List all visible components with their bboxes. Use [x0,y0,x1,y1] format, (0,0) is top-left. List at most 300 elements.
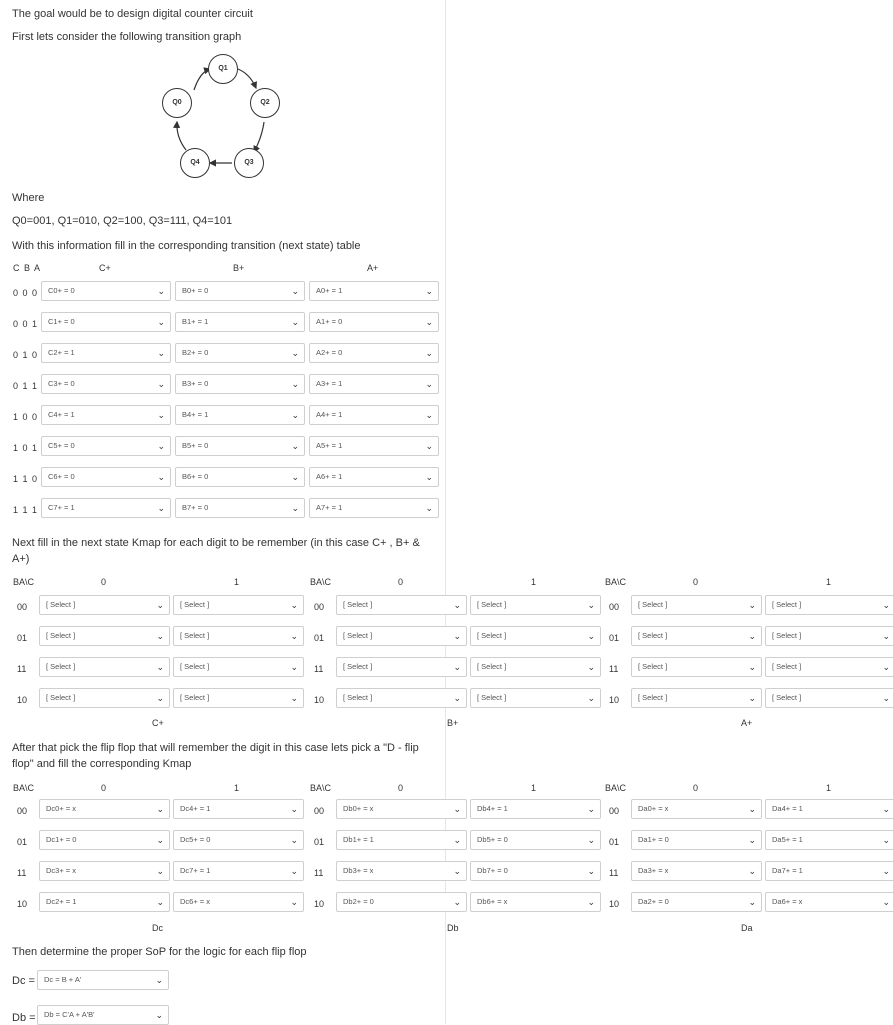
db-kmap-select-value: Db2+ = 0 [343,897,374,906]
chevron-down-icon: ⌄ [156,835,164,845]
chevron-down-icon: ⌄ [290,804,298,814]
kmap-cell-select-value: [ Select ] [772,600,802,609]
kmap-instruction: Next fill in the next state Kmap for each digit to be remember (in this case C+ , B+ & A+) [12,537,420,565]
da-caption: Da [741,923,753,933]
chevron-down-icon: ⌄ [425,441,433,451]
chevron-down-icon: ⌄ [291,410,299,420]
a-next-select-value: A0+ = 1 [316,286,343,295]
chevron-down-icon: ⌄ [290,600,298,610]
chevron-down-icon: ⌄ [157,317,165,327]
b-next-select[interactable] [175,467,305,487]
db-sop-value: Db = C'A + A'B' [44,1010,95,1019]
kmap-row-label: 01 [314,633,325,643]
chevron-down-icon: ⌄ [157,503,165,513]
kmap-col-1: 1 [826,783,832,793]
da-kmap-select[interactable] [631,830,762,850]
graph-node-q4: Q4 [180,148,210,178]
kmap-cell-select-value: [ Select ] [180,631,210,640]
b-next-select[interactable] [175,312,305,332]
kmap-row-label: 00 [314,806,325,816]
b-next-select-value: B5+ = 0 [182,441,209,450]
chevron-down-icon: ⌄ [290,693,298,703]
intro-text: The goal would be to design digital counter circuit [12,8,253,20]
header-cba: C B A [13,263,42,273]
db-kmap-select-value: Db3+ = x [343,866,374,875]
c-next-select[interactable] [41,436,171,456]
kmap-row-label: 01 [609,633,620,643]
db-kmap-select-value: Db7+ = 0 [477,866,508,875]
chevron-down-icon: ⌄ [453,804,461,814]
chevron-down-icon: ⌄ [425,410,433,420]
kmap-cell-select[interactable] [470,657,601,677]
edge-q2-q3 [254,122,264,152]
kmap-cell-select[interactable] [173,595,304,615]
chevron-down-icon: ⌄ [453,631,461,641]
kmap-row-label: 11 [17,868,27,878]
a-next-select-value: A3+ = 1 [316,379,343,388]
kmap-row-label: 10 [314,899,325,909]
chevron-down-icon: ⌄ [587,662,595,672]
da-kmap-select-value: Da6+ = x [772,897,803,906]
kmap-cell-select[interactable] [631,688,762,708]
db-kmap-select[interactable] [336,861,467,881]
dc-kmap-select-value: Dc1+ = 0 [46,835,77,844]
kmap-row-label: 11 [609,868,619,878]
dc-kmap-select-value: Dc3+ = x [46,866,77,875]
chevron-down-icon: ⌄ [290,897,298,907]
a-next-select-value: A1+ = 0 [316,317,343,326]
kmap-row-label: 01 [17,837,28,847]
chevron-down-icon: ⌄ [156,662,164,672]
kmap-cell-select-value: [ Select ] [46,600,76,609]
db-kmap-select-value: Db5+ = 0 [477,835,508,844]
a-next-select-value: A5+ = 1 [316,441,343,450]
dc-label: Dc = [12,975,35,987]
dc-kmap-select[interactable] [173,799,304,819]
kmap-cell-select[interactable] [336,657,467,677]
dc-sop-value: Dc = B + A' [44,975,82,984]
kmap-col-1: 1 [234,783,240,793]
kmap-cell-select[interactable] [336,688,467,708]
dc-kmap-select-value: Dc7+ = 1 [180,866,211,875]
chevron-down-icon: ⌄ [882,662,890,672]
b-next-select-value: B3+ = 0 [182,379,209,388]
chevron-down-icon: ⌄ [587,804,595,814]
kmap-row-label: 10 [17,899,28,909]
kmap-cell-select-value: [ Select ] [343,600,373,609]
chevron-down-icon: ⌄ [290,631,298,641]
kmap-row-label: 01 [314,837,325,847]
kmap-row-label: 11 [314,664,324,674]
kmap-cell-select[interactable] [470,595,601,615]
db-kmap-select[interactable] [470,799,601,819]
chevron-down-icon: ⌄ [425,379,433,389]
da-kmap-select[interactable] [765,830,893,850]
db-kmap-select-value: Db6+ = x [477,897,508,906]
chevron-down-icon: ⌄ [748,662,756,672]
b-next-select[interactable] [175,281,305,301]
kmap-cell-select-value: [ Select ] [180,600,210,609]
kmap-cell-select-value: [ Select ] [638,631,668,640]
state-encoding: Q0=001, Q1=010, Q2=100, Q3=111, Q4=101 [12,215,233,227]
c-next-select-value: C2+ = 1 [48,348,75,357]
chevron-down-icon: ⌄ [155,1010,163,1020]
kmap-corner: BA\C [605,577,627,587]
kmap-cell-select[interactable] [470,626,601,646]
a-next-select[interactable] [309,281,439,301]
kmap-row-label: 11 [314,868,324,878]
kmap-caption: A+ [741,718,753,728]
chevron-down-icon: ⌄ [425,317,433,327]
c-next-select[interactable] [41,343,171,363]
kmap-cell-select[interactable] [173,626,304,646]
chevron-down-icon: ⌄ [453,897,461,907]
kmap-row-label: 11 [17,664,27,674]
kmap-row-label: 01 [609,837,620,847]
dc-kmap-select[interactable] [173,861,304,881]
kmap-col-1: 1 [531,577,537,587]
kmap-cell-select[interactable] [765,657,893,677]
chevron-down-icon: ⌄ [291,441,299,451]
kmap-col-0: 0 [101,577,107,587]
dc-kmap-select[interactable] [173,830,304,850]
table-instruction: With this information fill in the corresponding transition (next state) table [12,240,361,252]
intro-text-2: First lets consider the following transition graph [12,31,242,43]
chevron-down-icon: ⌄ [748,866,756,876]
row-code: 0 1 1 [13,381,39,391]
da-kmap-select-value: Da1+ = 0 [638,835,669,844]
kmap-col-0: 0 [398,577,404,587]
kmap-cell-select-value: [ Select ] [638,600,668,609]
c-next-select[interactable] [41,405,171,425]
kmap-corner: BA\C [310,577,332,587]
dc-kmap-select[interactable] [39,799,170,819]
db-kmap-select[interactable] [470,892,601,912]
b-next-select-value: B2+ = 0 [182,348,209,357]
chevron-down-icon: ⌄ [291,379,299,389]
da-kmap-select-value: Da3+ = x [638,866,669,875]
kmap-cell-select-value: [ Select ] [638,693,668,702]
kmap-corner: BA\C [13,577,35,587]
db-kmap-select[interactable] [470,830,601,850]
chevron-down-icon: ⌄ [156,804,164,814]
db-kmap-select-value: Db0+ = x [343,804,374,813]
db-kmap-select-value: Db4+ = 1 [477,804,508,813]
chevron-down-icon: ⌄ [453,693,461,703]
chevron-down-icon: ⌄ [291,317,299,327]
kmap-row-label: 01 [17,633,28,643]
kmap-cell-select[interactable] [336,626,467,646]
c-next-select[interactable] [41,374,171,394]
kmap-col-0: 0 [693,783,699,793]
edge-q1-q2 [238,69,256,88]
kmap-cell-select[interactable] [765,688,893,708]
dc-kmap-select-value: Dc6+ = x [180,897,211,906]
chevron-down-icon: ⌄ [587,600,595,610]
c-next-select-value: C4+ = 1 [48,410,75,419]
chevron-down-icon: ⌄ [587,866,595,876]
chevron-down-icon: ⌄ [882,804,890,814]
c-next-select[interactable] [41,312,171,332]
da-kmap-select-value: Da0+ = x [638,804,669,813]
kmap-cell-select-value: [ Select ] [477,662,507,671]
kmap-cell-select-value: [ Select ] [46,662,76,671]
kmap-row-label: 10 [17,695,28,705]
da-kmap-select[interactable] [765,892,893,912]
da-kmap-select-value: Da4+ = 1 [772,804,803,813]
kmap-cell-select-value: [ Select ] [46,631,76,640]
dc-kmap-select[interactable] [173,892,304,912]
dc-kmap-select[interactable] [39,861,170,881]
row-code: 0 0 1 [13,319,39,329]
kmap-cell-select-value: [ Select ] [477,693,507,702]
da-kmap-select-value: Da7+ = 1 [772,866,803,875]
b-next-select[interactable] [175,498,305,518]
chevron-down-icon: ⌄ [882,897,890,907]
c-next-select-value: C0+ = 0 [48,286,75,295]
dc-kmap-select-value: Dc0+ = x [46,804,77,813]
a-next-select[interactable] [309,405,439,425]
kmap-cell-select[interactable] [39,657,170,677]
chevron-down-icon: ⌄ [882,866,890,876]
chevron-down-icon: ⌄ [156,693,164,703]
a-next-select[interactable] [309,467,439,487]
dc-caption: Dc [152,923,163,933]
dc-kmap-select-value: Dc2+ = 1 [46,897,77,906]
chevron-down-icon: ⌄ [157,472,165,482]
c-next-select[interactable] [41,467,171,487]
chevron-down-icon: ⌄ [156,600,164,610]
kmap-cell-select[interactable] [765,595,893,615]
c-next-select-value: C1+ = 0 [48,317,75,326]
sop-instruction: Then determine the proper SoP for the logic for each flip flop [12,946,307,958]
chevron-down-icon: ⌄ [291,348,299,358]
chevron-down-icon: ⌄ [453,600,461,610]
chevron-down-icon: ⌄ [587,631,595,641]
kmap-cell-select-value: [ Select ] [638,662,668,671]
header-c-plus: C+ [99,263,111,273]
chevron-down-icon: ⌄ [882,631,890,641]
chevron-down-icon: ⌄ [587,693,595,703]
db-sop-select[interactable] [37,1005,169,1025]
b-next-select-value: B4+ = 1 [182,410,209,419]
db-kmap-select[interactable] [470,861,601,881]
kmap-corner: BA\C [13,783,35,793]
kmap-cell-select[interactable] [631,657,762,677]
chevron-down-icon: ⌄ [882,835,890,845]
kmap-col-0: 0 [693,577,699,587]
kmap-col-1: 1 [826,577,832,587]
a-next-select[interactable] [309,374,439,394]
c-next-select[interactable] [41,498,171,518]
b-next-select-value: B0+ = 0 [182,286,209,295]
kmap-cell-select[interactable] [631,595,762,615]
kmap-cell-select[interactable] [39,595,170,615]
chevron-down-icon: ⌄ [425,348,433,358]
chevron-down-icon: ⌄ [156,897,164,907]
kmap-caption: C+ [152,718,164,728]
graph-node-q2: Q2 [250,88,280,118]
kmap-cell-select[interactable] [336,595,467,615]
a-next-select-value: A6+ = 1 [316,472,343,481]
chevron-down-icon: ⌄ [748,600,756,610]
kmap-cell-select[interactable] [765,626,893,646]
chevron-down-icon: ⌄ [291,472,299,482]
chevron-down-icon: ⌄ [155,975,163,985]
da-kmap-select[interactable] [631,861,762,881]
kmap-row-label: 00 [17,806,28,816]
db-caption: Db [447,923,459,933]
kmap-row-label: 10 [609,695,620,705]
kmap-cell-select[interactable] [39,688,170,708]
chevron-down-icon: ⌄ [882,693,890,703]
kmap-col-1: 1 [234,577,240,587]
flipflop-instruction: After that pick the flip flop that will remember the digit in this case lets pick a "D - flip flop" and fill the corresponding Kmap [12,742,419,770]
db-kmap-select[interactable] [336,830,467,850]
a-next-select-value: A2+ = 0 [316,348,343,357]
chevron-down-icon: ⌄ [453,662,461,672]
kmap-row-label: 00 [609,806,620,816]
c-next-select-value: C6+ = 0 [48,472,75,481]
kmap-cell-select[interactable] [631,626,762,646]
row-code: 1 1 0 [13,474,39,484]
db-label: Db = [12,1012,36,1024]
kmap-cell-select[interactable] [173,688,304,708]
chevron-down-icon: ⌄ [157,410,165,420]
header-a-plus: A+ [367,263,379,273]
kmap-row-label: 00 [609,602,620,612]
dc-sop-select[interactable] [37,970,169,990]
da-kmap-select-value: Da2+ = 0 [638,897,669,906]
kmap-cell-select-value: [ Select ] [477,631,507,640]
kmap-cell-select-value: [ Select ] [46,693,76,702]
kmap-cell-select[interactable] [173,657,304,677]
edge-q4-q0 [177,122,186,150]
a-next-select-value: A4+ = 1 [316,410,343,419]
kmap-row-label: 00 [314,602,325,612]
row-code: 1 0 0 [13,412,39,422]
db-kmap-select[interactable] [336,799,467,819]
b-next-select-value: B7+ = 0 [182,503,209,512]
chevron-down-icon: ⌄ [882,600,890,610]
db-kmap-select[interactable] [336,892,467,912]
dc-kmap-select-value: Dc5+ = 0 [180,835,211,844]
graph-node-q1: Q1 [208,54,238,84]
a-next-select[interactable] [309,312,439,332]
da-kmap-select[interactable] [765,799,893,819]
b-next-select[interactable] [175,405,305,425]
b-next-select[interactable] [175,436,305,456]
kmap-cell-select[interactable] [470,688,601,708]
chevron-down-icon: ⌄ [748,631,756,641]
chevron-down-icon: ⌄ [425,503,433,513]
da-kmap-select[interactable] [631,799,762,819]
chevron-down-icon: ⌄ [157,441,165,451]
chevron-down-icon: ⌄ [290,866,298,876]
c-next-select-value: C3+ = 0 [48,379,75,388]
kmap-cell-select-value: [ Select ] [772,693,802,702]
chevron-down-icon: ⌄ [748,804,756,814]
chevron-down-icon: ⌄ [291,503,299,513]
kmap-caption: B+ [447,718,459,728]
kmap-cell-select-value: [ Select ] [343,662,373,671]
db-kmap-select-value: Db1+ = 1 [343,835,374,844]
kmap-cell-select-value: [ Select ] [180,662,210,671]
kmap-row-label: 00 [17,602,28,612]
dc-kmap-select-value: Dc4+ = 1 [180,804,211,813]
chevron-down-icon: ⌄ [748,693,756,703]
kmap-col-1: 1 [531,783,537,793]
chevron-down-icon: ⌄ [587,835,595,845]
dc-kmap-select[interactable] [39,892,170,912]
b-next-select[interactable] [175,374,305,394]
row-code: 0 1 0 [13,350,39,360]
kmap-cell-select[interactable] [39,626,170,646]
chevron-down-icon: ⌄ [453,866,461,876]
kmap-col-0: 0 [398,783,404,793]
chevron-down-icon: ⌄ [748,897,756,907]
c-next-select[interactable] [41,281,171,301]
kmap-cell-select-value: [ Select ] [477,600,507,609]
dc-kmap-select[interactable] [39,830,170,850]
c-next-select-value: C7+ = 1 [48,503,75,512]
kmap-cell-select-value: [ Select ] [772,631,802,640]
a-next-select[interactable] [309,498,439,518]
b-next-select-value: B6+ = 0 [182,472,209,481]
chevron-down-icon: ⌄ [453,835,461,845]
kmap-row-label: 11 [609,664,619,674]
kmap-cell-select-value: [ Select ] [180,693,210,702]
c-next-select-value: C5+ = 0 [48,441,75,450]
kmap-cell-select-value: [ Select ] [772,662,802,671]
chevron-down-icon: ⌄ [290,835,298,845]
a-next-select[interactable] [309,343,439,363]
a-next-select-value: A7+ = 1 [316,503,343,512]
b-next-select-value: B1+ = 1 [182,317,209,326]
chevron-down-icon: ⌄ [425,286,433,296]
kmap-cell-select-value: [ Select ] [343,693,373,702]
da-kmap-select[interactable] [765,861,893,881]
b-next-select[interactable] [175,343,305,363]
row-code: 1 0 1 [13,443,39,453]
kmap-corner: BA\C [605,783,627,793]
a-next-select[interactable] [309,436,439,456]
chevron-down-icon: ⌄ [291,286,299,296]
chevron-down-icon: ⌄ [156,631,164,641]
chevron-down-icon: ⌄ [156,866,164,876]
chevron-down-icon: ⌄ [425,472,433,482]
graph-node-q0: Q0 [162,88,192,118]
chevron-down-icon: ⌄ [157,379,165,389]
kmap-row-label: 10 [609,899,620,909]
kmap-cell-select-value: [ Select ] [343,631,373,640]
chevron-down-icon: ⌄ [157,286,165,296]
row-code: 0 0 0 [13,288,39,298]
chevron-down-icon: ⌄ [157,348,165,358]
row-code: 1 1 1 [13,505,39,515]
kmap-corner: BA\C [310,783,332,793]
where-label: Where [12,192,45,204]
chevron-down-icon: ⌄ [587,897,595,907]
kmap-col-0: 0 [101,783,107,793]
graph-node-q3: Q3 [234,148,264,178]
chevron-down-icon: ⌄ [748,835,756,845]
chevron-down-icon: ⌄ [290,662,298,672]
da-kmap-select[interactable] [631,892,762,912]
da-kmap-select-value: Da5+ = 1 [772,835,803,844]
header-b-plus: B+ [233,263,245,273]
kmap-row-label: 10 [314,695,325,705]
